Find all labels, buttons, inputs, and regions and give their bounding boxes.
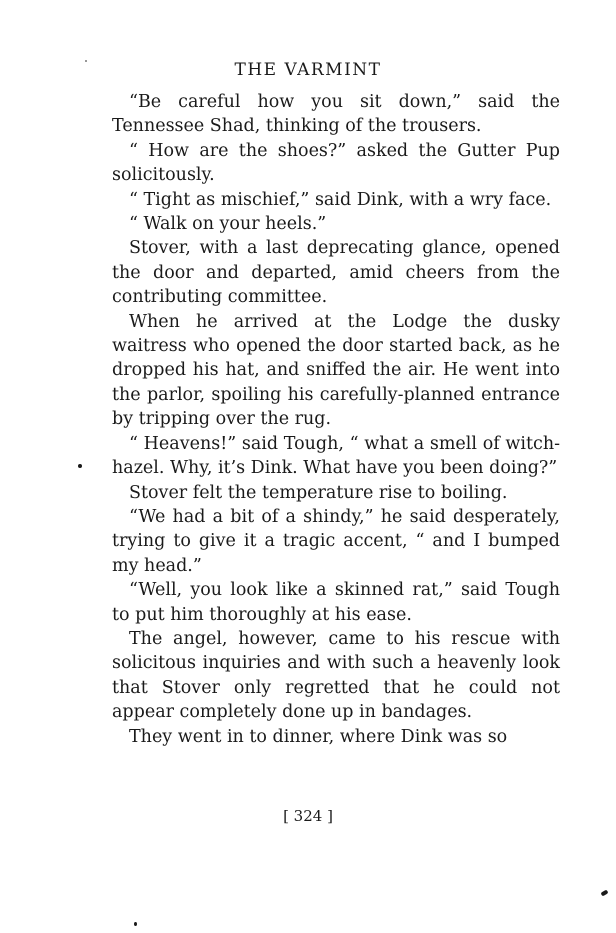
paragraph: “ Walk on your heels.” bbox=[129, 214, 327, 235]
paragraph: Stover, with a last deprecating glance, opened the door and departed, amid cheers from the contributing committee. bbox=[112, 238, 560, 308]
paragraph: “ Tight as mischief,” said Dink, with a wry face. bbox=[129, 189, 552, 210]
ink-speck bbox=[600, 890, 608, 897]
paragraph: “ Heavens!” said Tough, “ what a smell of witch-hazel. Why, it’s Dink. What have you been doing?” bbox=[112, 433, 560, 479]
ink-speck bbox=[78, 464, 82, 468]
ink-speck bbox=[134, 922, 137, 926]
body-text bbox=[112, 90, 560, 749]
running-title: THE VARMINT bbox=[234, 60, 382, 80]
paragraph: They went in to dinner, where Dink was so bbox=[129, 726, 508, 747]
page-number: [ 324 ] bbox=[283, 807, 333, 825]
paragraph: “Well, you look like a skinned rat,” said Tough to put him thoroughly at his ease. bbox=[112, 580, 560, 625]
paragraph: “We had a bit of a shindy,” he said desperately, trying to give it a tragic accent, “ and I bumped my head.” bbox=[112, 506, 560, 576]
ink-speck bbox=[85, 60, 87, 62]
paragraph: The angel, however, came to his rescue with solicitous inquiries and with such a heavenly look that Stover only regretted that he could not appear completely done up in bandages. bbox=[112, 628, 560, 723]
paragraph: “ How are the shoes?” asked the Gutter Pup solicitously. bbox=[112, 140, 560, 186]
paragraph: When he arrived at the Lodge the dusky waitress who opened the door started back, as he dropped his hat, and sniffed the air. He went into the parlor, spoiling his carefully-planned entrance by tripping over the rug. bbox=[112, 311, 560, 430]
paragraph: “Be careful how you sit down,” said the Tennessee Shad, thinking of the trousers. bbox=[112, 92, 560, 137]
paragraph: Stover felt the temperature rise to boiling. bbox=[129, 482, 508, 503]
